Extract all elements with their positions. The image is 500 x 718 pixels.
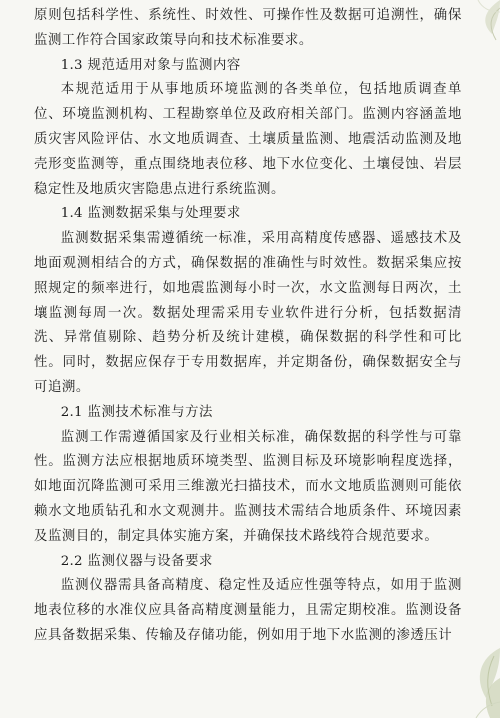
section-number: 1.4 — [60, 206, 83, 222]
section-heading-2-2 — [34, 550, 462, 575]
paragraph: 本规范适用于从事地质环境监测的各类单位，包括地质调查单位、环境监测机构、工程勘察单位及政府相关部门。监测内容涵盖地质灾害风险评估、水文地质调查、土壤质量监测、地震活动监测及地壳形变监测等，重点围绕地表位移、地下水位变化、土壤侵蚀、岩层稳定性及地质灾害隐患点进行系统监测。 — [34, 82, 462, 197]
section-number: 1.3 — [60, 57, 83, 73]
paragraph: 监测数据采集需遵循统一标准，采用高精度传感器、遥感技术及地面观测相结合的方式，确保数据的准确性与时效性。数据采集应按照规定的频率进行，如地震监测每小时一次，水文监测每日两次，土壤监测每周一次。数据处理需采用专业软件进行分析，包括数据清洗、异常值剔除、趋势分析及统计建模，确保数据的科学性和可比性。同时，数据应保存于专用数据库，并定期备份，确保数据安全与可追溯。 — [34, 231, 462, 395]
paragraph: 监测仪器需具备高精度、稳定性及适应性强等特点，如用于监测地表位移的水准仪应具备高精度测量能力，且需定期校准。监测设备应具备数据采集、传输及存储功能，例如用于地下水监测的渗透压计 — [34, 578, 462, 643]
section-title: 监测技术标准与方法 — [87, 404, 213, 420]
paragraph: 监测工作需遵循国家及行业相关标准，确保数据的科学性与可靠性。监测方法应根据地质环境类型、监测目标及环境影响程度选择，如地面沉降监测可采用三维激光扫描技术，而水文地质监测则可能依赖水文地质钻孔和水文观测井。监测技术需结合地质条件、环境因素及监测目的，制定具体实施方案，并确保技术路线符合规范要求。 — [34, 429, 462, 544]
section-heading-1-3 — [34, 54, 462, 79]
section-title: 监测数据采集与处理要求 — [87, 206, 241, 222]
section-number: 2.2 — [60, 553, 83, 569]
document-body — [34, 4, 462, 649]
section-title: 监测仪器与设备要求 — [87, 553, 213, 569]
paragraph-continuation: 原则包括科学性、系统性、时效性、可操作性及数据可追溯性，确保监测工作符合国家政策导向和技术标准要求。 — [34, 8, 462, 48]
section-title: 规范适用对象与监测内容 — [87, 57, 241, 73]
section-heading-2-1 — [34, 401, 462, 426]
section-heading-1-4 — [34, 202, 462, 227]
section-number: 2.1 — [60, 404, 83, 420]
